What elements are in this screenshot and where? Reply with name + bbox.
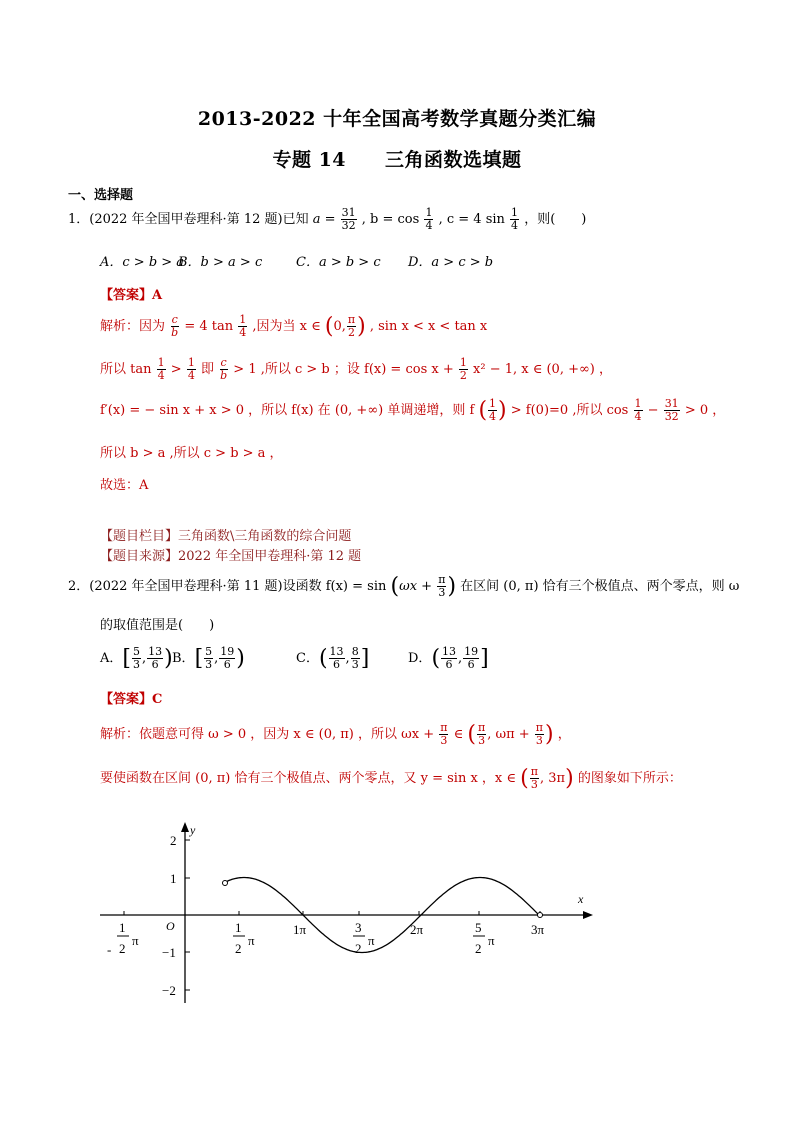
- q1-solution-line-1: 解析：因为 $\frac{c}{b}$ = 4 tan $\frac{1}{4}$ ,因为当 x ∈ (0, $\frac{\pi}{2}$ ) , sin x < x < tan x: [100, 313, 488, 339]
- svg-text:π: π: [368, 933, 375, 948]
- y-axis-arrow-icon: [181, 822, 189, 832]
- x-tick-neg-half-pi: [107, 920, 139, 957]
- document-title: 2013-2022 十年全国高考数学真题分类汇编: [197, 108, 597, 130]
- q2-answer: 【答案】C: [100, 692, 163, 707]
- y-axis-label: y: [190, 823, 196, 837]
- q2-option-d: D．( $\frac{13}{6}$ , $\frac{19}{6}$ ]: [408, 645, 489, 671]
- q1-choose: 故选：A: [100, 478, 149, 493]
- svg-text:2: 2: [235, 941, 242, 956]
- q2-solution-line-2: 要使函数在区间 (0, π) 恰有三个极值点、两个零点，又 y = sin x ，x ∈ ( $\frac{\pi}{3}$ , 3π) 的图象如下所示：: [100, 765, 682, 791]
- svg-text:5: 5: [475, 920, 482, 935]
- svg-text:-: -: [107, 942, 112, 957]
- y-tick-2: 2: [170, 833, 177, 848]
- svg-text:2: 2: [475, 941, 482, 956]
- q1-tail: ，则( ): [524, 212, 587, 227]
- q1-head: 1．(2022 年全国甲卷理科·第 12 题)已知: [68, 212, 309, 227]
- q1-b-frac: $\frac{1}{4}$: [425, 206, 433, 232]
- q2-solution-line-1: 解析：依题意可得 ω > 0 ，因为 x ∈ (0, π) ，所以 ωx + $\frac{\pi}{3}$ ∈ ( $\frac{\pi}{3}$ , ωπ + $\frac{\pi}{3}$ ) ，: [100, 721, 571, 747]
- q2-option-a: A．[ $\frac{5}{3}$ , $\frac{13}{6}$ ): [100, 645, 173, 671]
- q1-topic: 【题目栏目】三角函数\三角函数的综合问题: [100, 529, 352, 544]
- q1-source: 【题目来源】2022 年全国甲卷理科·第 12 题: [100, 549, 362, 564]
- q1-a-eq: a =: [312, 212, 336, 227]
- q2-option-c: C．( $\frac{13}{6}$ , $\frac{8}{3}$ ]: [296, 645, 370, 671]
- q1-option-b: B．b > a > c: [178, 255, 263, 270]
- q2-option-b: B．[ $\frac{5}{3}$ , $\frac{19}{6}$ ): [172, 645, 245, 671]
- svg-text:2: 2: [119, 941, 126, 956]
- curve-end-open-point: [538, 913, 543, 918]
- q1-c-frac: $\frac{1}{4}$: [511, 206, 519, 232]
- sine-graph: [90, 818, 610, 1018]
- svg-text:1: 1: [119, 920, 126, 935]
- q1-b-eq: , b = cos: [361, 212, 420, 227]
- y-tick-1: 1: [170, 871, 177, 886]
- q1-solution-line-3: f′(x) = − sin x + x > 0 ，所以 f(x) 在 (0, +∞) 单调递增，则 f ( $\frac{1}{4}$ ) > f(0)=0 ,所以 cos $\frac{1}{4}$ − $\frac{31}{32}$ > 0 ，: [100, 397, 726, 423]
- q1-solution-line-4: 所以 b > a ,所以 c > b > a ，: [100, 446, 283, 461]
- svg-text:3: 3: [355, 920, 362, 935]
- svg-text:π: π: [248, 933, 255, 948]
- x-tick-3pi: 3π: [531, 922, 545, 937]
- svg-text:π: π: [488, 933, 495, 948]
- q1-a-frac: $\frac{31}{32}$: [341, 206, 356, 232]
- question-1-stem: [68, 207, 586, 232]
- q1-option-a: A．c > b > a: [100, 255, 185, 270]
- svg-text:1: 1: [235, 920, 242, 935]
- q1-option-c: C．a > b > c: [296, 255, 381, 270]
- origin-label: O: [166, 919, 175, 933]
- q1-answer: 【答案】A: [100, 288, 163, 303]
- document-subtitle: 专题 14 三角函数选填题: [272, 149, 522, 171]
- q1-option-d: D．a > c > b: [408, 255, 494, 270]
- x-axis-label: x: [578, 892, 584, 906]
- question-2-stem: 2．(2022 年全国甲卷理科·第 11 题)设函数 f(x) = sin (ωx + $\frac{\pi}{3}$ ) 在区间 (0, π) 恰有三个极值点、两个零点，则 ω: [68, 573, 740, 599]
- x-tick-five-halves-pi: [473, 920, 495, 956]
- q1-c-eq: , c = 4 sin: [438, 212, 505, 227]
- q2-stem-line-2: 的取值范围是( ): [100, 618, 215, 633]
- q1-solution-line-2: 所以 tan $\frac{1}{4}$ > $\frac{1}{4}$ 即 $\frac{c}{b}$ > 1 ,所以 c > b ；设 f(x) = cos x + $\frac{1}{2}$ x² − 1, x ∈ (0, +∞) ，: [100, 356, 613, 382]
- svg-text:π: π: [132, 933, 139, 948]
- section-heading: 一、选择题: [68, 188, 134, 203]
- y-tick-neg1: −1: [162, 945, 176, 960]
- x-tick-half-pi: [233, 920, 255, 956]
- x-tick-2pi: 2π: [410, 922, 424, 937]
- y-tick-neg2: −2: [162, 983, 176, 998]
- x-tick-1pi: 1π: [293, 922, 307, 937]
- svg-text:2: 2: [355, 941, 362, 956]
- x-axis-arrow-icon: [583, 911, 593, 919]
- curve-start-open-point: [223, 881, 228, 886]
